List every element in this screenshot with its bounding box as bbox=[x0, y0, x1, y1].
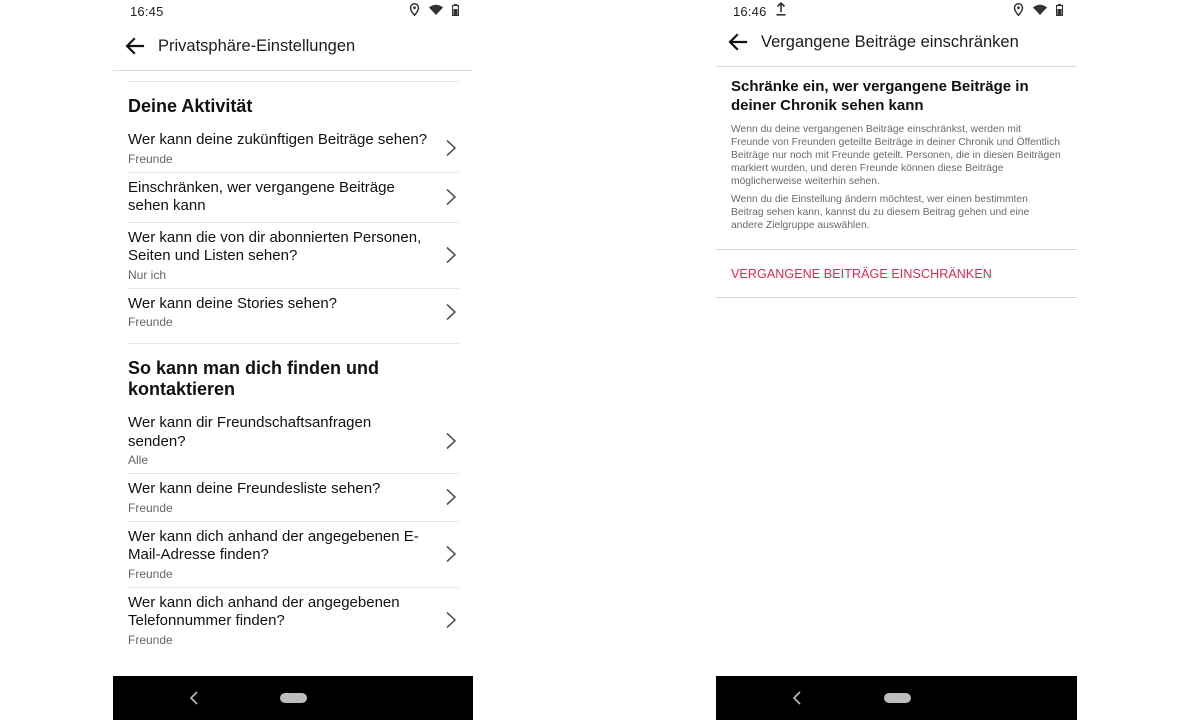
section-find-and-contact bbox=[113, 358, 473, 653]
battery-icon bbox=[452, 4, 459, 16]
setting-label: Wer kann dich anhand der angegebenen E-Mail-Adresse finden? bbox=[128, 527, 419, 563]
page-title: Vergangene Beiträge einschränken bbox=[761, 33, 1019, 51]
wifi-icon bbox=[1033, 4, 1047, 15]
status-time: 16:46 bbox=[733, 4, 767, 19]
chevron-right-icon bbox=[445, 139, 457, 157]
chevron-right-icon bbox=[445, 488, 457, 506]
setting-value: Freunde bbox=[128, 566, 173, 581]
chevron-right-icon bbox=[445, 611, 457, 629]
chevron-right-icon bbox=[445, 246, 457, 264]
divider bbox=[716, 297, 1077, 298]
setting-label: Wer kann deine zukünftigen Beiträge sehen? bbox=[128, 131, 428, 148]
setting-stories[interactable] bbox=[127, 289, 459, 336]
location-icon bbox=[1013, 3, 1024, 16]
limit-past-posts-button[interactable]: VERGANGENE BEITRÄGE EINSCHRÄNKEN bbox=[731, 267, 992, 281]
nav-home-pill[interactable] bbox=[884, 693, 911, 703]
setting-label: Einschränken, wer vergangene Beiträge sehen kann bbox=[128, 178, 395, 214]
section-deine-aktivitaet bbox=[113, 96, 473, 335]
setting-label: Wer kann deine Freundesliste sehen? bbox=[128, 480, 381, 497]
setting-find-by-email[interactable] bbox=[127, 522, 459, 588]
system-nav-bar bbox=[113, 676, 473, 720]
nav-home-pill[interactable] bbox=[280, 693, 307, 703]
setting-value: Freunde bbox=[128, 632, 173, 647]
setting-value: Freunde bbox=[128, 315, 173, 329]
limit-past-posts-screen bbox=[716, 0, 1077, 720]
app-bar bbox=[716, 20, 1077, 67]
section-title: So kann man dich finden und kontaktieren bbox=[128, 358, 380, 399]
status-bar bbox=[113, 0, 473, 24]
setting-label: Wer kann die von dir abonnierten Personen, Seiten und Listen sehen? bbox=[128, 228, 422, 264]
nav-back-icon[interactable] bbox=[792, 690, 802, 706]
setting-label: Wer kann deine Stories sehen? bbox=[128, 294, 338, 312]
setting-value: Freunde bbox=[128, 151, 173, 166]
setting-future-posts[interactable] bbox=[127, 125, 459, 173]
chevron-right-icon bbox=[445, 188, 457, 206]
back-arrow-icon[interactable] bbox=[726, 30, 750, 54]
setting-value: Freunde bbox=[128, 500, 173, 515]
chevron-right-icon bbox=[445, 303, 457, 321]
system-nav-bar bbox=[716, 676, 1077, 720]
app-bar bbox=[113, 24, 473, 71]
wifi-icon bbox=[429, 4, 443, 15]
setting-friend-requests[interactable] bbox=[127, 408, 459, 474]
back-arrow-icon[interactable] bbox=[123, 34, 147, 58]
limit-past-posts-content bbox=[716, 68, 1077, 298]
upload-icon bbox=[776, 2, 786, 16]
status-time: 16:45 bbox=[130, 4, 164, 19]
divider bbox=[127, 343, 459, 344]
setting-value: Alle bbox=[128, 453, 149, 467]
setting-limit-past-posts[interactable] bbox=[127, 173, 459, 223]
privacy-settings-screen bbox=[113, 0, 473, 720]
battery-icon bbox=[1056, 4, 1063, 16]
settings-list bbox=[113, 71, 473, 676]
setting-label: Wer kann dich anhand der angegebenen Telefonnummer finden? bbox=[128, 593, 400, 629]
setting-friends-list[interactable] bbox=[127, 474, 459, 522]
section-title: Deine Aktivität bbox=[128, 96, 253, 116]
chevron-right-icon bbox=[445, 432, 457, 450]
description-paragraph: Wenn du deine vergangenen Beiträge einschränkst, werden mit Freunde von Freunden geteilte Beiträge in deiner Chronik und Öffentlich Beiträge nur noch mit Freunde geteilt. Personen, die in diesen Beiträgen markiert wurden, und deren Freunde können diese Beiträge möglicherweise weiterhin sehen. bbox=[731, 124, 1061, 187]
setting-followed-people[interactable] bbox=[127, 223, 459, 289]
description-paragraph: Wenn du die Einstellung ändern möchtest, wer einen bestimmten Beitrag sehen kann, kannst du zu diesem Beitrag gehen und eine andere Zielgruppe auswählen. bbox=[731, 194, 1030, 231]
page-title: Privatsphäre-Einstellungen bbox=[158, 37, 356, 55]
divider bbox=[127, 81, 459, 82]
location-icon bbox=[409, 3, 420, 16]
chevron-right-icon bbox=[445, 545, 457, 563]
setting-label: Wer kann dir Freundschaftsanfragen senden? bbox=[128, 414, 372, 450]
content-heading: Schränke ein, wer vergangene Beiträge in deiner Chronik sehen kann bbox=[731, 78, 1029, 114]
setting-find-by-phone[interactable] bbox=[127, 588, 459, 653]
nav-back-icon[interactable] bbox=[189, 690, 199, 706]
setting-value: Nur ich bbox=[128, 267, 167, 282]
